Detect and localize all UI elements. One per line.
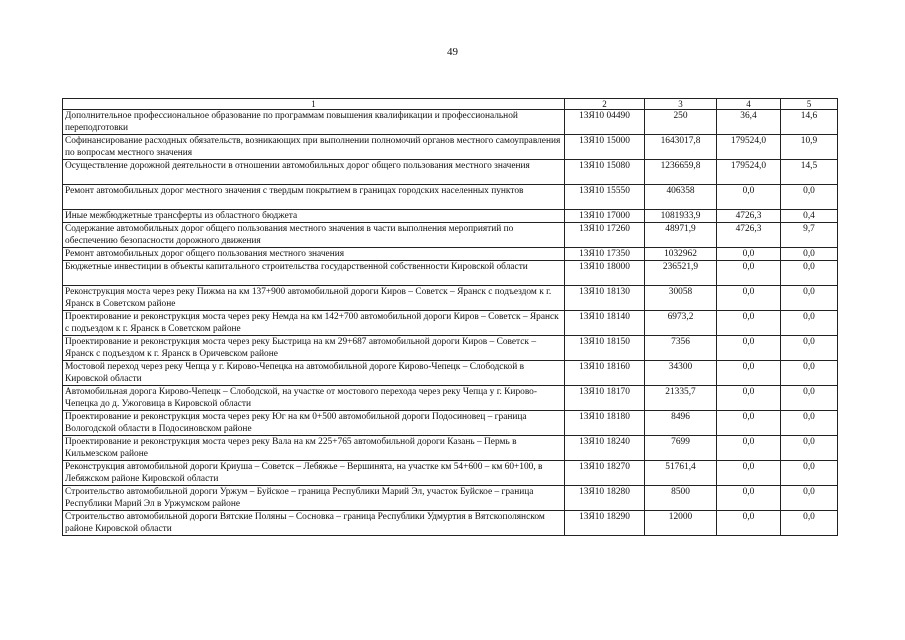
row-amount-cell: 21335,7 [645, 386, 717, 411]
row-amount-cell: 8500 [645, 486, 717, 511]
row-name-cell: Содержание автомобильных дорог общего пользования местного значения в части выполнения мероприятий по обеспечению безопасности дорожного движения [63, 223, 565, 248]
row-name-cell: Проектирование и реконструкция моста через реку Быстрица на км 29+687 автомобильной дороги Киров – Советск – Яранск с подъездом к г. Яранск в Оричевском районе [63, 336, 565, 361]
column-header-1: 1 [63, 99, 565, 110]
row-code-cell: 13Я10 18180 [565, 411, 645, 436]
table-row [63, 386, 838, 411]
row-code-cell: 13Я10 17000 [565, 210, 645, 223]
row-executed-cell: 0,0 [717, 261, 781, 286]
row-percent-cell: 9,7 [781, 223, 838, 248]
row-executed-cell: 0,0 [717, 436, 781, 461]
row-percent-cell: 0,0 [781, 411, 838, 436]
column-header-2: 2 [565, 99, 645, 110]
row-executed-cell: 4726,3 [717, 210, 781, 223]
row-executed-cell: 0,0 [717, 336, 781, 361]
row-amount-cell: 30058 [645, 286, 717, 311]
row-code-cell: 13Я10 18240 [565, 436, 645, 461]
row-code-cell: 13Я10 15080 [565, 160, 645, 185]
table-row [63, 223, 838, 248]
row-percent-cell: 0,0 [781, 436, 838, 461]
row-amount-cell: 406358 [645, 185, 717, 210]
table-row [63, 110, 838, 135]
row-executed-cell: 0,0 [717, 248, 781, 261]
header-row [63, 99, 838, 110]
budget-table [62, 98, 838, 536]
row-amount-cell: 1643017,8 [645, 135, 717, 160]
row-code-cell: 13Я10 18140 [565, 311, 645, 336]
column-header-5: 5 [781, 99, 838, 110]
row-percent-cell: 0,0 [781, 185, 838, 210]
row-executed-cell: 0,0 [717, 411, 781, 436]
row-executed-cell: 4726,3 [717, 223, 781, 248]
table-row [63, 135, 838, 160]
row-amount-cell: 250 [645, 110, 717, 135]
table-row [63, 311, 838, 336]
row-code-cell: 13Я10 18150 [565, 336, 645, 361]
row-percent-cell: 0,0 [781, 336, 838, 361]
row-name-cell: Осуществление дорожной деятельности в отношении автомобильных дорог общего пользования местного значения [63, 160, 565, 185]
table-row [63, 248, 838, 261]
row-name-cell: Реконструкция автомобильной дороги Криуша – Советск – Лебяжье – Вершинята, на участке км 54+600 – км 60+100, в Лебяжском районе Кировской области [63, 461, 565, 486]
row-name-cell: Автомобильная дорога Кирово-Чепецк – Слободской, на участке от мостового перехода через реку Чепца у г. Кирово-Чепецка до д. Ужоговица в Кировской области [63, 386, 565, 411]
table-body [63, 110, 838, 536]
row-name-cell: Мостовой переход через реку Чепца у г. Кирово-Чепецка на автомобильной дороге Кирово-Чепецк – Слободской в Кировской области [63, 361, 565, 386]
row-amount-cell: 34300 [645, 361, 717, 386]
row-name-cell: Бюджетные инвестиции в объекты капитального строительства государственной собственности Кировской области [63, 261, 565, 286]
row-percent-cell: 0,0 [781, 261, 838, 286]
row-name-cell: Проектирование и реконструкция моста через реку Немда на км 142+700 автомобильной дороги Киров – Советск – Яранск с подъездом к г. Яранск в Советском районе [63, 311, 565, 336]
row-code-cell: 13Я10 17260 [565, 223, 645, 248]
row-name-cell: Иные межбюджетные трансферты из областного бюджета [63, 210, 565, 223]
row-percent-cell: 0,0 [781, 511, 838, 536]
row-executed-cell: 179524,0 [717, 135, 781, 160]
row-name-cell: Дополнительное профессиональное образование по программам повышения квалификации и профессиональной переподготовки [63, 110, 565, 135]
row-percent-cell: 14,5 [781, 160, 838, 185]
row-amount-cell: 236521,9 [645, 261, 717, 286]
column-header-3: 3 [645, 99, 717, 110]
table-row [63, 461, 838, 486]
row-executed-cell: 0,0 [717, 511, 781, 536]
row-name-cell: Софинансирование расходных обязательств, возникающих при выполнении полномочий органов местного самоуправления по вопросам местного значения [63, 135, 565, 160]
row-code-cell: 13Я10 18280 [565, 486, 645, 511]
row-executed-cell: 36,4 [717, 110, 781, 135]
row-code-cell: 13Я10 18130 [565, 286, 645, 311]
row-amount-cell: 7356 [645, 336, 717, 361]
row-amount-cell: 6973,2 [645, 311, 717, 336]
row-code-cell: 13Я10 18000 [565, 261, 645, 286]
row-percent-cell: 0,0 [781, 286, 838, 311]
row-percent-cell: 14,6 [781, 110, 838, 135]
row-executed-cell: 0,0 [717, 461, 781, 486]
table-row [63, 160, 838, 185]
row-percent-cell: 10,9 [781, 135, 838, 160]
row-name-cell: Строительство автомобильной дороги Уржум – Буйское – граница Республики Марий Эл, участок Буйское – граница Республики Марий Эл в Уржумском районе [63, 486, 565, 511]
row-amount-cell: 1236659,8 [645, 160, 717, 185]
row-percent-cell: 0,0 [781, 311, 838, 336]
row-amount-cell: 8496 [645, 411, 717, 436]
table-row [63, 411, 838, 436]
row-executed-cell: 0,0 [717, 486, 781, 511]
row-percent-cell: 0,0 [781, 248, 838, 261]
row-code-cell: 13Я10 18270 [565, 461, 645, 486]
table-row [63, 210, 838, 223]
row-amount-cell: 51761,4 [645, 461, 717, 486]
column-header-4: 4 [717, 99, 781, 110]
row-executed-cell: 179524,0 [717, 160, 781, 185]
row-code-cell: 13Я10 15000 [565, 135, 645, 160]
row-amount-cell: 7699 [645, 436, 717, 461]
row-percent-cell: 0,0 [781, 386, 838, 411]
table-row [63, 185, 838, 210]
row-amount-cell: 12000 [645, 511, 717, 536]
row-name-cell: Строительство автомобильной дороги Вятские Поляны – Сосновка – граница Республики Удмуртия в Вятскополянском районе Кировской области [63, 511, 565, 536]
row-name-cell: Проектирование и реконструкция моста через реку Вала на км 225+765 автомобильной дороги Казань – Пермь в Кильмезском районе [63, 436, 565, 461]
row-percent-cell: 0,0 [781, 361, 838, 386]
row-percent-cell: 0,4 [781, 210, 838, 223]
row-executed-cell: 0,0 [717, 311, 781, 336]
table-row [63, 286, 838, 311]
row-percent-cell: 0,0 [781, 486, 838, 511]
table-header [63, 99, 838, 110]
row-name-cell: Ремонт автомобильных дорог местного значения с твердым покрытием в границах городских населенных пунктов [63, 185, 565, 210]
row-code-cell: 13Я10 04490 [565, 110, 645, 135]
row-executed-cell: 0,0 [717, 386, 781, 411]
row-amount-cell: 1081933,9 [645, 210, 717, 223]
table-row [63, 261, 838, 286]
row-executed-cell: 0,0 [717, 361, 781, 386]
row-code-cell: 13Я10 18160 [565, 361, 645, 386]
table-row [63, 361, 838, 386]
row-name-cell: Ремонт автомобильных дорог общего пользования местного значения [63, 248, 565, 261]
page-number: 49 [447, 46, 458, 58]
table-row [63, 486, 838, 511]
row-code-cell: 13Я10 15550 [565, 185, 645, 210]
row-code-cell: 13Я10 18290 [565, 511, 645, 536]
row-amount-cell: 48971,9 [645, 223, 717, 248]
table-row [63, 436, 838, 461]
table-row [63, 336, 838, 361]
row-name-cell: Реконструкция моста через реку Пижма на км 137+900 автомобильной дороги Киров – Советск – Яранск с подъездом к г. Яранск в Советском районе [63, 286, 565, 311]
row-amount-cell: 1032962 [645, 248, 717, 261]
table-row [63, 511, 838, 536]
row-code-cell: 13Я10 18170 [565, 386, 645, 411]
row-name-cell: Проектирование и реконструкция моста через реку Юг на км 0+500 автомобильной дороги Подосиновец – граница Вологодской области в Подосиновском районе [63, 411, 565, 436]
row-executed-cell: 0,0 [717, 286, 781, 311]
row-percent-cell: 0,0 [781, 461, 838, 486]
row-executed-cell: 0,0 [717, 185, 781, 210]
row-code-cell: 13Я10 17350 [565, 248, 645, 261]
